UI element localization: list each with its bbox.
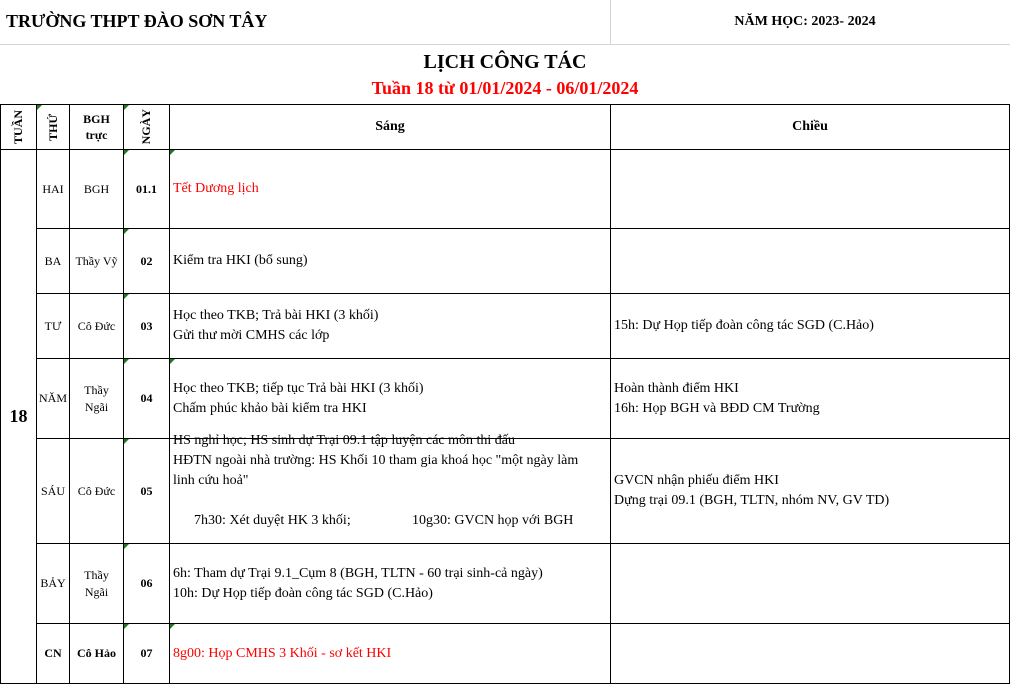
- column-header-day: [37, 105, 69, 149]
- day-cell: CN: [44, 646, 62, 660]
- morning-line: 10h: Dự Họp tiếp đoàn công tác SGD (C.Hảo): [173, 585, 433, 601]
- morning-line: Học theo TKB; Trả bài HKI (3 khối): [173, 308, 379, 323]
- date-cell: 07: [140, 646, 153, 660]
- day-cell: SÁU: [40, 483, 65, 498]
- grid-line: [610, 0, 611, 44]
- cell-marker: [170, 359, 175, 364]
- afternoon-cell: [611, 439, 1009, 543]
- morning-line: Chấm phúc khảo bài kiểm tra HKI: [173, 400, 367, 416]
- column-header-day-text: THỨ: [45, 113, 60, 141]
- column-header-date-text: NGÀY: [139, 109, 153, 145]
- morning-time-b: 10g30: GVCN họp với BGH: [412, 513, 574, 528]
- morning-cell: Kiểm tra HKI (bổ sung): [173, 253, 308, 268]
- school-year: NĂM HỌC: 2023- 2024: [734, 14, 876, 29]
- cell-marker: [124, 439, 129, 444]
- column-header-afternoon: Chiều: [792, 119, 828, 134]
- duty-cell: Thầy Vỹ: [75, 253, 118, 268]
- afternoon-line: GVCN nhận phiếu điểm HKI: [614, 473, 779, 488]
- column-header-week: [1, 105, 36, 149]
- week-number: 18: [9, 406, 28, 426]
- duty-cell: BGH: [83, 181, 110, 196]
- duty-cell: Cô Đức: [77, 483, 116, 498]
- morning-line: [173, 491, 610, 551]
- morning-line: HĐTN ngoài nhà trường: HS Khối 10 tham gia khoá học "một ngày làm: [173, 453, 579, 468]
- morning-line: Học theo TKB; tiếp tục Trả bài HKI (3 khối): [173, 380, 424, 396]
- day-cell: TƯ: [44, 318, 62, 333]
- column-header-week-text: TUẦN: [11, 109, 25, 144]
- duty-line: Ngãi: [84, 584, 109, 599]
- duty-cell: [70, 544, 123, 623]
- cell-marker: [124, 624, 129, 629]
- duty-line: Thầy: [84, 567, 109, 582]
- column-header-morning: Sáng: [375, 119, 405, 134]
- morning-line: linh cứu hoả": [173, 473, 249, 488]
- day-cell: BA: [44, 253, 62, 268]
- morning-line: Gửi thư mời CMHS các lớp: [173, 328, 330, 343]
- date-cell: 05: [140, 483, 153, 498]
- duty-cell: [70, 359, 123, 438]
- cell-marker: [170, 624, 175, 629]
- morning-line: 6h: Tham dự Trại 9.1_Cụm 8 (BGH, TLTN - 60 trại sinh-cả ngày): [173, 565, 543, 581]
- cell-marker: [170, 150, 175, 155]
- cell-marker: [124, 105, 129, 110]
- duty-cell: Cô Hảo: [77, 646, 116, 660]
- morning-cell: [170, 544, 610, 623]
- date-cell: 03: [140, 318, 153, 333]
- column-header-date: [124, 105, 169, 149]
- cell-marker: [124, 294, 129, 299]
- date-cell: 04: [140, 391, 153, 405]
- page-title: LỊCH CÔNG TÁC: [423, 50, 587, 73]
- duty-cell: Cô Đức: [77, 318, 116, 333]
- date-cell: 01.1: [136, 181, 157, 196]
- week-subtitle: Tuần 18 từ 01/01/2024 - 06/01/2024: [371, 77, 639, 98]
- column-header-duty: [70, 105, 123, 149]
- cell-marker: [37, 105, 42, 110]
- morning-cell: [170, 294, 610, 358]
- day-cell: BẢY: [40, 576, 66, 590]
- duty-line: Ngãi: [84, 399, 109, 414]
- morning-cell: [170, 433, 610, 543]
- duty-line: Thầy: [84, 382, 109, 397]
- school-name: TRƯỜNG THPT ĐÀO SƠN TÂY: [6, 10, 268, 31]
- morning-cell: 8g00: Họp CMHS 3 Khối - sơ kết HKI: [173, 645, 392, 661]
- cell-marker: [124, 359, 129, 364]
- morning-cell: Tết Dương lịch: [173, 181, 259, 196]
- afternoon-line: Dựng trại 09.1 (BGH, TLTN, nhóm NV, GV TD): [614, 493, 890, 508]
- column-header-duty-line1: BGH: [83, 112, 110, 126]
- afternoon-cell: 15h: Dự Họp tiếp đoàn công tác SGD (C.Hảo): [614, 318, 874, 333]
- afternoon-cell: [611, 359, 1009, 438]
- cell-marker: [124, 544, 129, 549]
- afternoon-line: 16h: Họp BGH và BĐD CM Trường: [614, 400, 820, 416]
- column-header-duty-line2: trực: [85, 128, 108, 142]
- date-cell: 02: [140, 253, 153, 268]
- morning-line: HS nghỉ học; HS sinh dự Trại 09.1 tập luyện các môn thi đấu: [173, 433, 516, 448]
- date-cell: 06: [140, 576, 153, 590]
- afternoon-line: Hoàn thành điểm HKI: [614, 380, 739, 396]
- grid-line: [0, 44, 1010, 45]
- morning-cell: [170, 359, 610, 438]
- cell-marker: [124, 229, 129, 234]
- day-cell: NĂM: [38, 391, 67, 405]
- morning-time-a: 7h30: Xét duyệt HK 3 khối;: [194, 513, 351, 528]
- day-cell: HAI: [42, 181, 64, 196]
- cell-marker: [124, 150, 129, 155]
